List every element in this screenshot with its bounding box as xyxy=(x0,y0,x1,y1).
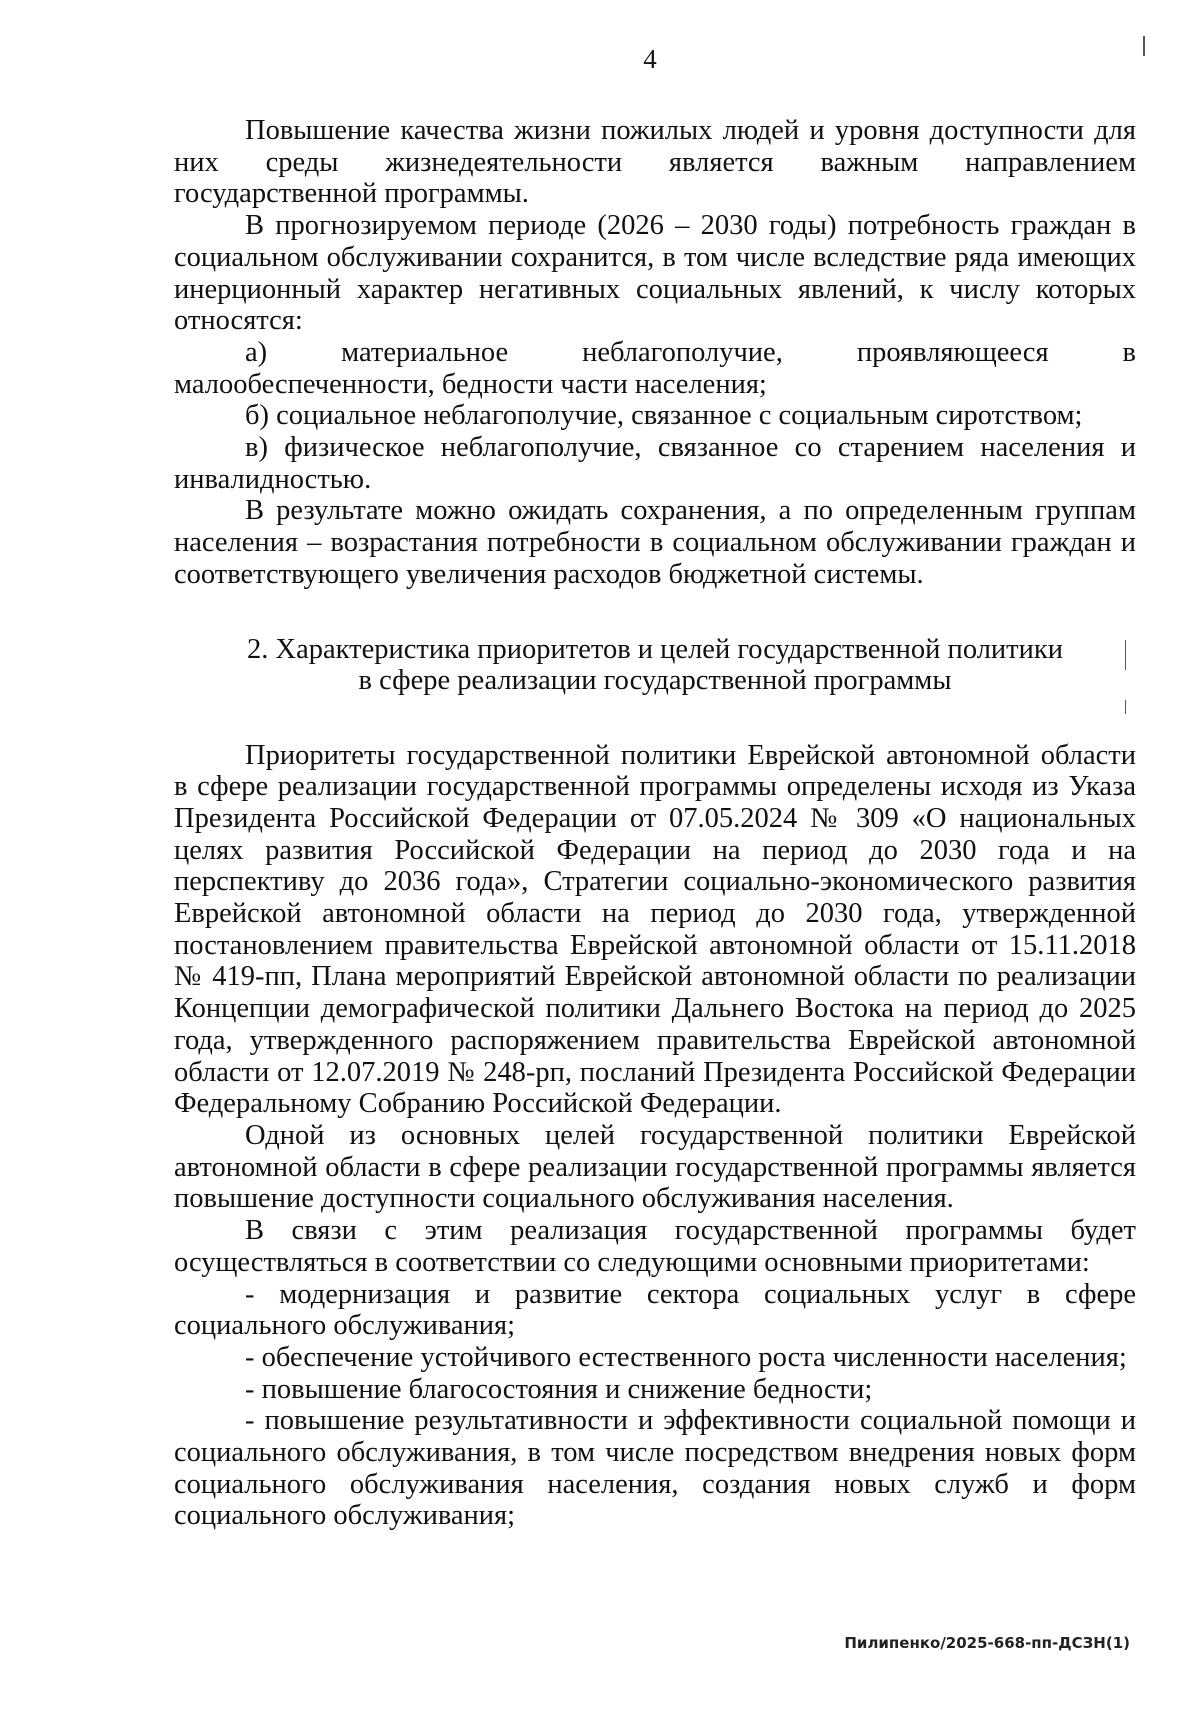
paragraph: В результате можно ожидать сохранения, а по определенным группам населения – возрастания потребности в социальном обслуживании граждан и соответствующего увеличения расходов бюджетной системы. xyxy=(174,495,1136,590)
list-item-a: а) материальное неблагополучие, проявляющееся в малообеспеченности, бедности части населения; xyxy=(174,336,1136,400)
paragraph: Приоритеты государственной политики Еврейской автономной области в сфере реализации государственной программы определены исходя из Указа Президента Российской Федерации от 07.05.2024 № 309 «О национальных целях развития Российской Федерации на период до 2030 года и на перспективу до 2036 года», Стратегии социально-экономического развития Еврейской автономной области на период до 2030 года, утвержденной постановлением правительства Еврейской автономной области от 15.11.2018 № 419-пп, Плана мероприятий Еврейской автономной области по реализации Концепции демографической политики Дальнего Востока на период до 2025 года, утвержденного распоряжением правительства Еврейской автономной области от 12.07.2019 № 248-рп, посланий Президента Российской Федерации Федеральному Собранию Российской Федерации. xyxy=(174,739,1136,1120)
document-body xyxy=(174,115,1136,1532)
section-heading xyxy=(174,634,1136,740)
scan-margin-mark xyxy=(1143,36,1145,56)
paragraph: Одной из основных целей государственной политики Еврейской автономной области в сфере реализации государственной программы является повышение доступности социального обслуживания населения. xyxy=(174,1119,1136,1215)
list-item-c: в) физическое неблагополучие, связанное со старением населения и инвалидностью. xyxy=(174,432,1136,495)
paragraph: В прогнозируемом периоде (2026 – 2030 годы) потребность граждан в социальном обслуживании сохранится, в том числе вследствие ряда имеющих инерционный характер негативных социальных явлений, к числу которых относятся: xyxy=(174,210,1136,337)
paragraph: В связи с этим реализация государственной программы будет осуществляться в соответствии со следующими основными приоритетами: xyxy=(174,1215,1136,1278)
list-item-b: б) социальное неблагополучие, связанное с социальным сиротством; xyxy=(245,400,1083,432)
section-heading-line-1: 2. Характеристика приоритетов и целей государственной политики xyxy=(247,633,1063,665)
document-footer-code: Пилипенко/2025-668-пп-ДСЗН(1) xyxy=(844,1634,1130,1652)
paragraph: Повышение качества жизни пожилых людей и уровня доступности для них среды жизнедеятельности является важным направлением государственной программы. xyxy=(174,115,1136,210)
scan-margin-mark xyxy=(1125,640,1126,670)
scan-margin-mark xyxy=(1125,700,1126,714)
priority-item: - повышение благосостояния и снижение бедности; xyxy=(245,1373,873,1405)
priority-item: - обеспечение устойчивого естественного роста численности населения; xyxy=(245,1341,1127,1373)
priority-item: - повышение результативности и эффективности социальной помощи и социального обслуживания, в том числе посредством внедрения новых форм социального обслуживания населения, создания новых служб и форм социального обслуживания; xyxy=(174,1405,1136,1532)
section-heading-line-2: в сфере реализации государственной программы xyxy=(358,665,952,697)
page-number: 4 xyxy=(643,44,657,74)
priority-item: - модернизация и развитие сектора социальных услуг в сфере социального обслуживания; xyxy=(174,1278,1136,1342)
